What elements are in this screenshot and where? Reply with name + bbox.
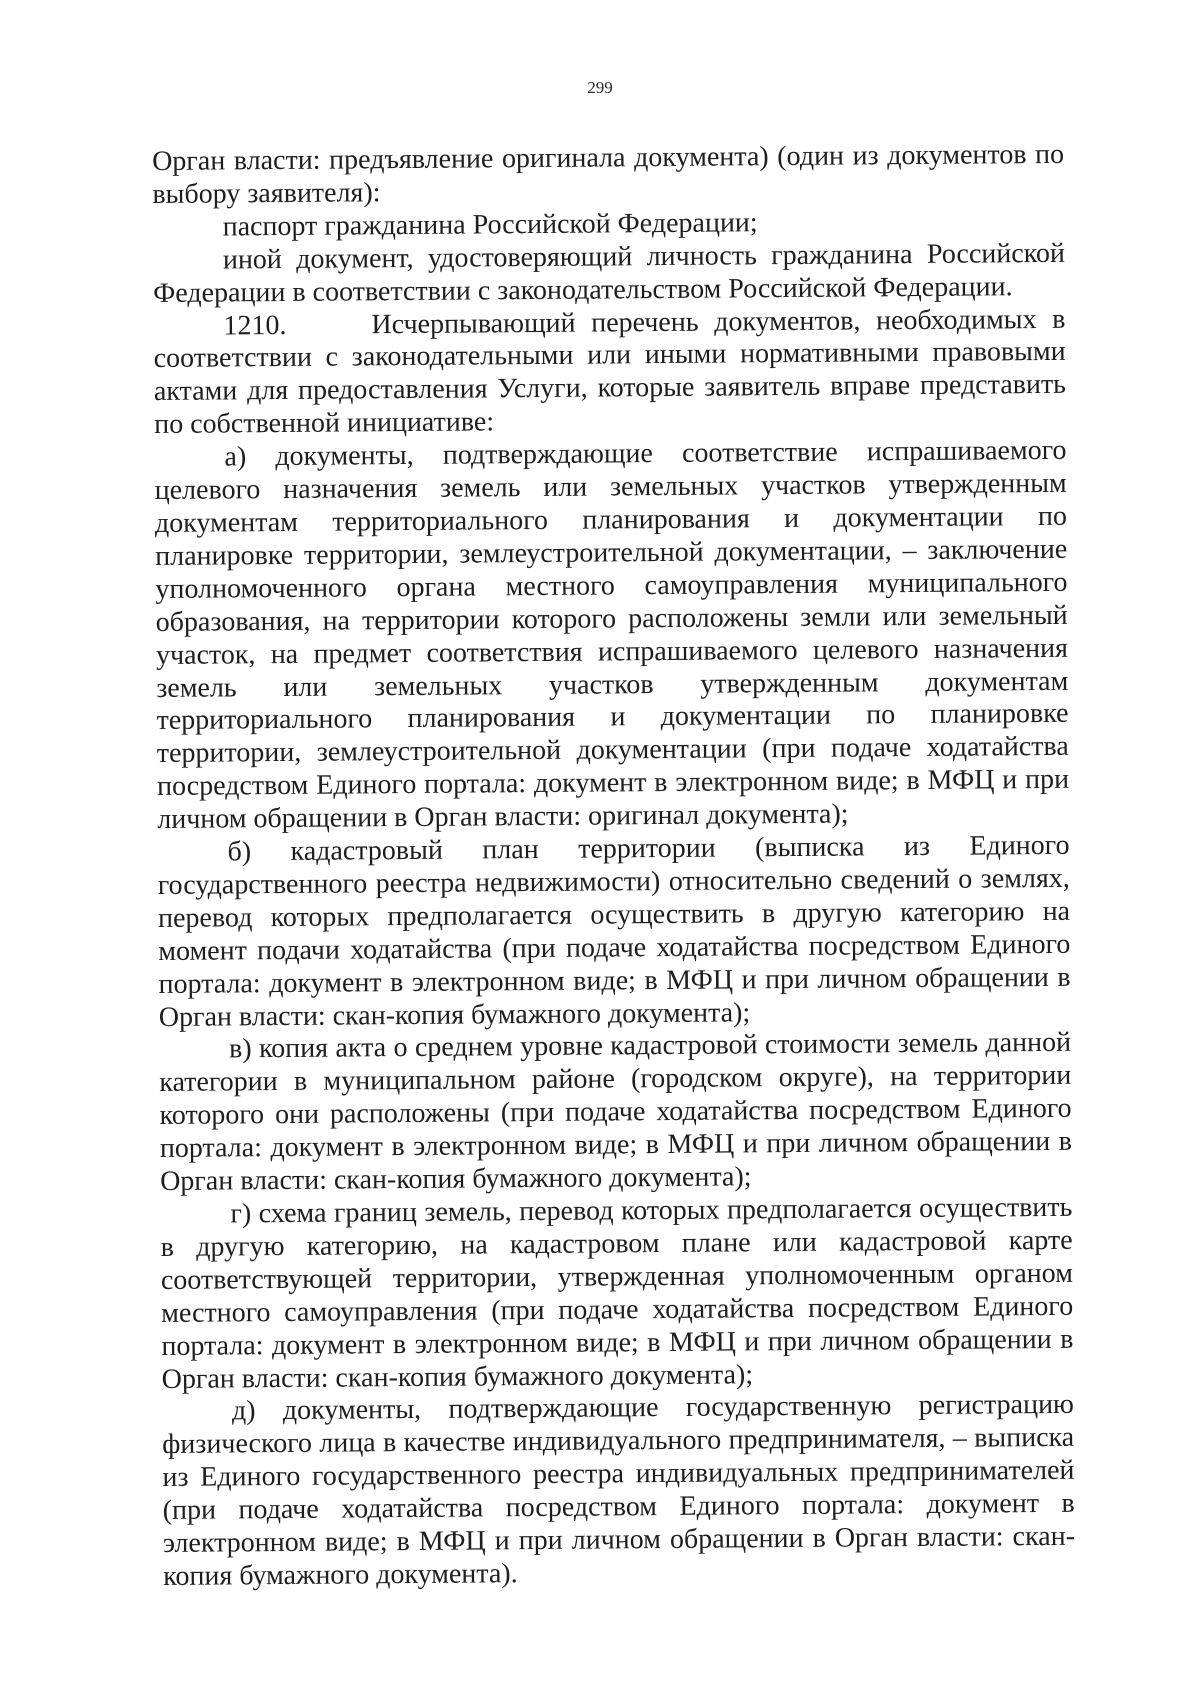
section-text: Исчерпывающий перечень документов, необходимых в соответствии с законодательными или иными нормативными правовыми актами для предоставления Услуги, которые заявитель вправе представить по собственной инициативе: — [153, 303, 1067, 441]
document-body — [152, 139, 1075, 1594]
list-item-b: б) кадастровый план территории (выписка из Единого государственного реестра недвижимости) относительно сведений о землях, перевод которых предполагается осуществить в другую категорию на момент подачи ходатайства (при подаче ходатайства посредством Единого портала: документ в электронном виде; в МФЦ и при личном обращении в Орган власти: скан-копия бумажного документа); — [157, 829, 1071, 1033]
section-number: 1210. — [223, 309, 287, 341]
list-item-g: г) схема границ земель, перевод которых предполагается осуществить в другую категорию, на кадастровом плане или кадастровой карте соответствующей территории, утвержденная уполномоченным органом местного самоуправления (при подаче ходатайства посредством Единого портала: документ в электронном виде; в МФЦ и при личном обращении в Орган власти: скан-копия бумажного документа); — [160, 1191, 1074, 1395]
list-item-a: а) документы, подтверждающие соответствие испрашиваемого целевого назначения земель или земельных участков утвержденным документам территориального планирования и документации по планировке территории, землеустроительной документации, – заключение уполномоченного органа местного самоуправления муниципального образования, на территории которого расположены земли или земельный участок, на предмет соответствия испрашиваемого целевого назначения земель или земельных участков утвержденным документам территориального планирования и документации по планировке территории, землеустроительной документации (при подаче ходатайства посредством Единого портала: документ в электронном виде; в МФЦ и при личном обращении в Орган власти: оригинал документа); — [154, 434, 1070, 836]
paragraph-continuation: Орган власти: предъявление оригинала документа) (один из документов по выбору заявителя): — [152, 138, 1065, 210]
paragraph-passport: паспорт гражданина Российской Федерации; — [222, 207, 758, 243]
list-item-d: д) документы, подтверждающие государственную регистрацию физического лица в качестве индивидуального предпринимателя, – выписка из Единого государственного реестра индивидуальных предпринимателей (при подаче ходатайства посредством Единого портала: документ в электронном виде; в МФЦ и при личном обращении в Орган власти: скан-копия бумажного документа). — [162, 1389, 1076, 1592]
page-number: 299 — [587, 78, 613, 97]
paragraph-other-id: иной документ, удостоверяющий личность гражданина Российской Федерации в соответствии с законодательством Российской Федерации. — [153, 237, 1065, 309]
list-item-v: в) копия акта о среднем уровне кадастровой стоимости земель данной категории в муниципальном районе (городском округе), на территории которого они расположены (при подаче ходатайства посредством Единого портала: документ в электронном виде; в МФЦ и при личном обращении в Орган власти: скан-копия бумажного документа); — [159, 1027, 1072, 1198]
section-1210 — [153, 303, 1066, 442]
